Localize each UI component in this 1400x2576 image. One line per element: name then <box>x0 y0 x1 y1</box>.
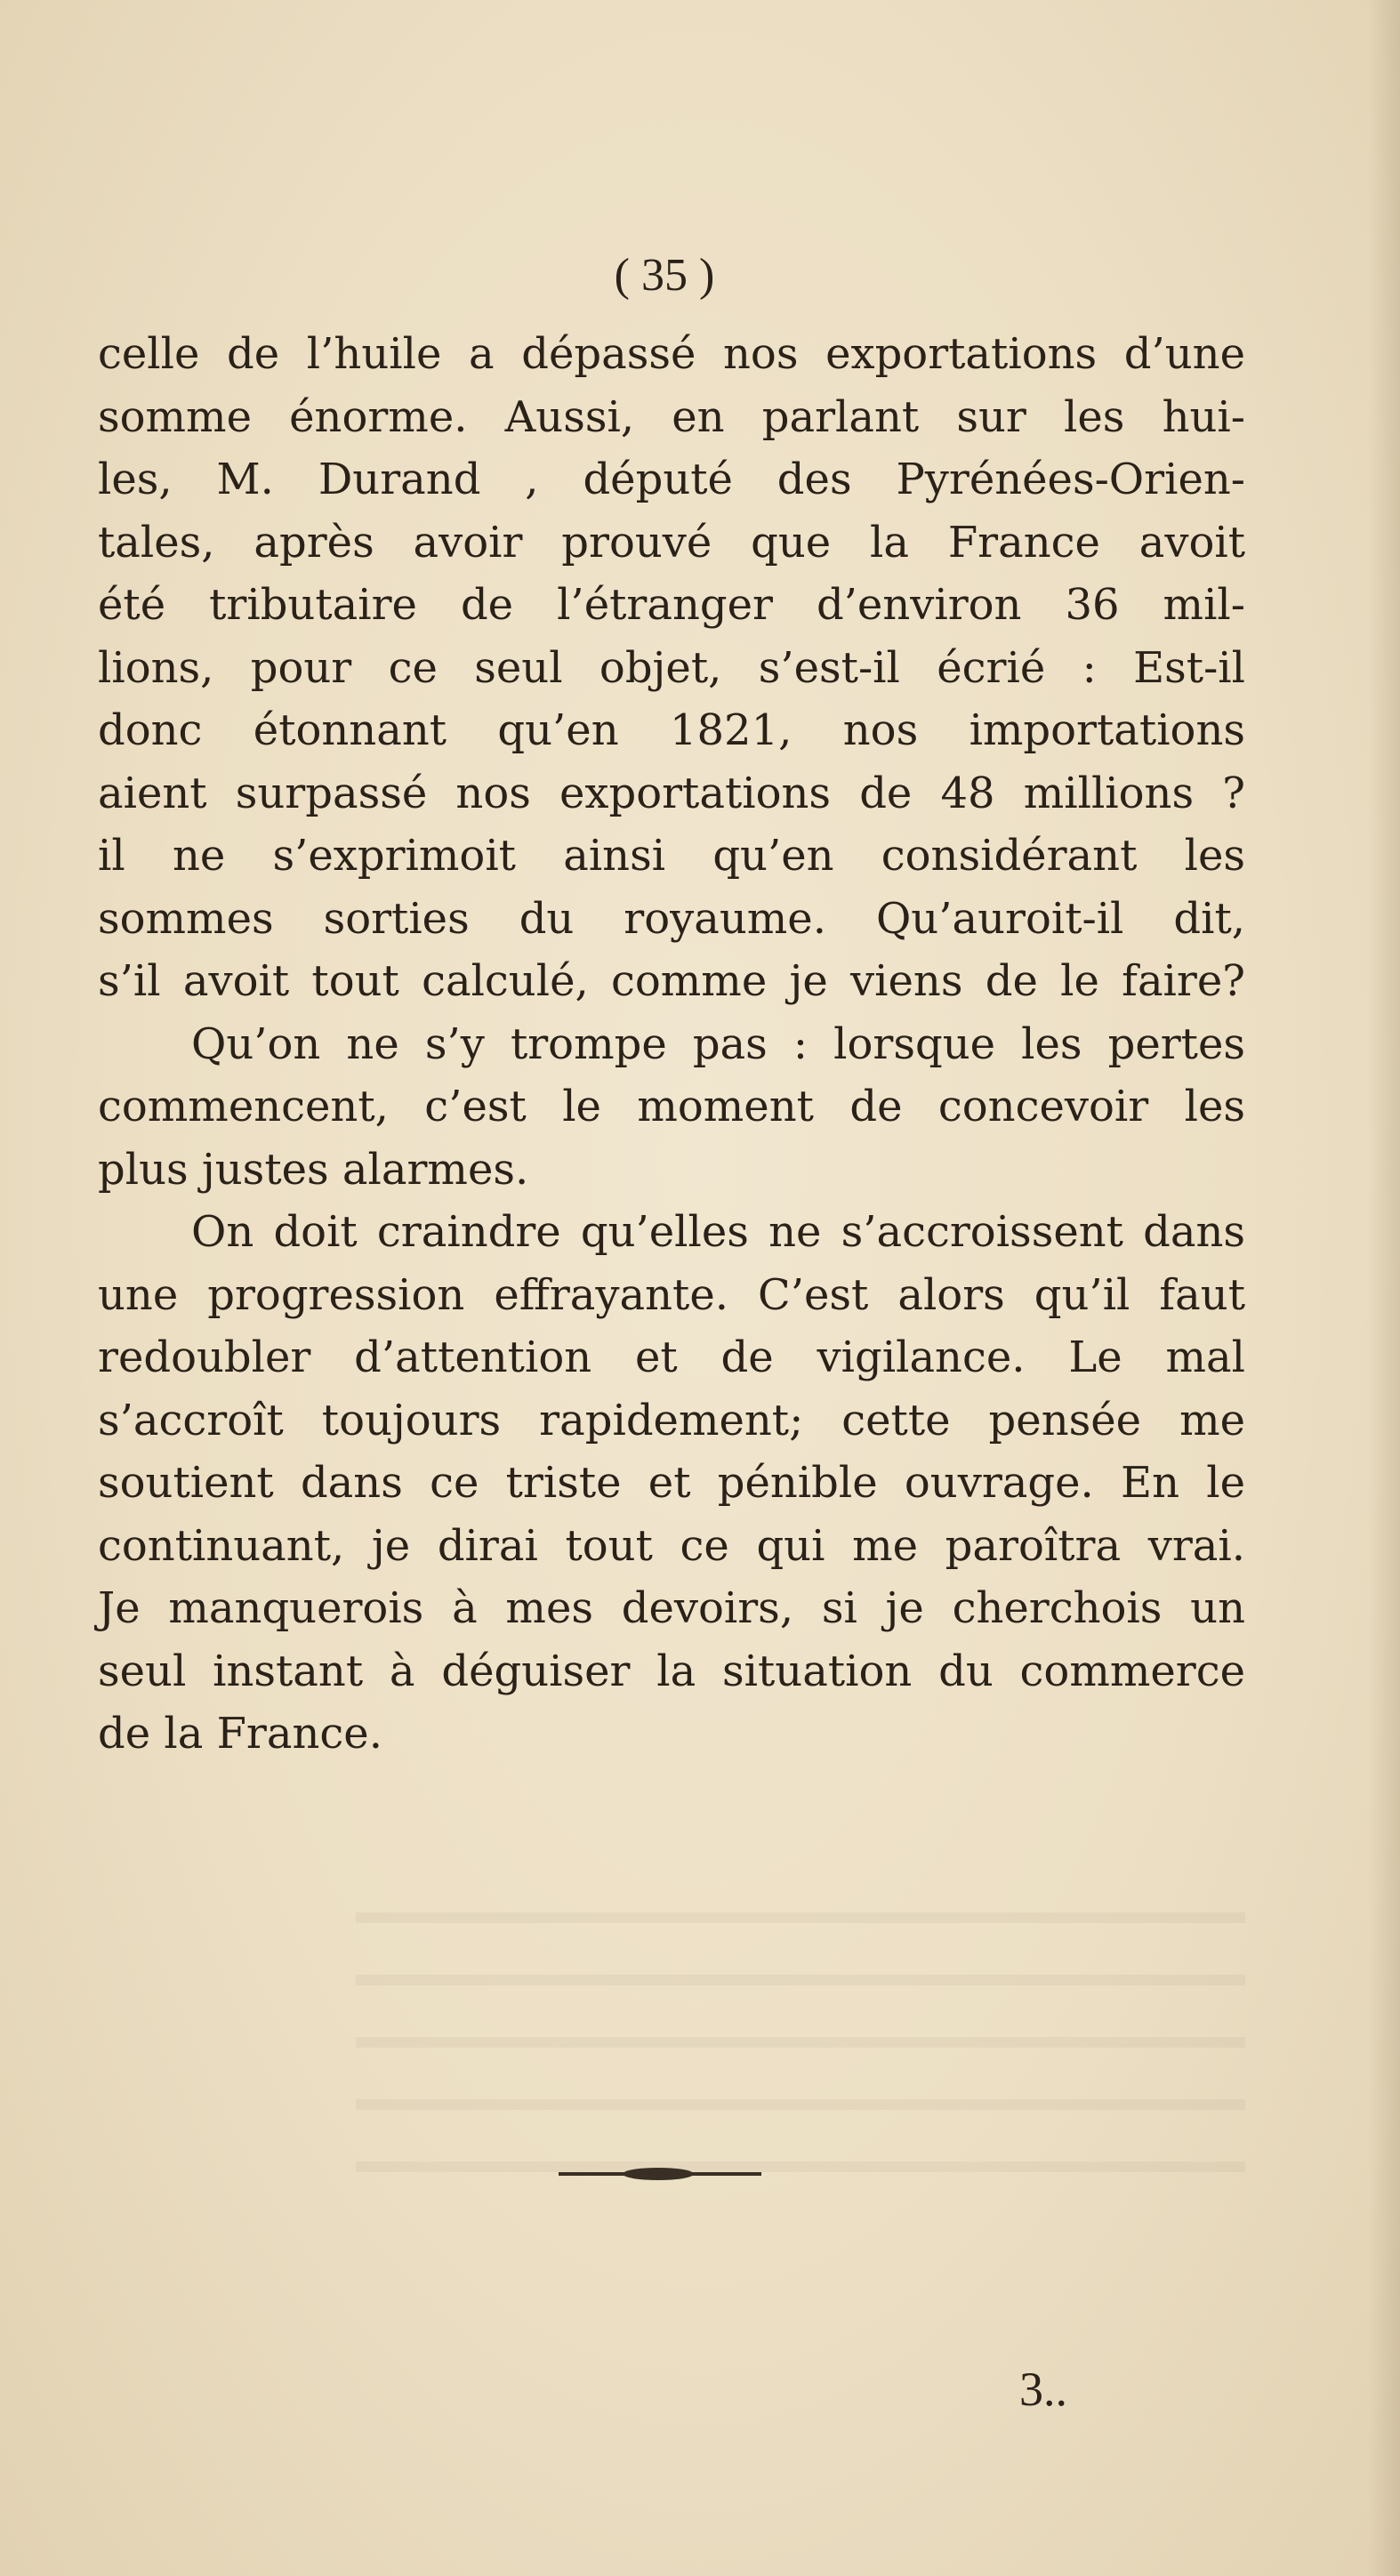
text-line: redoubler d’attention et de vigilance. Le mal <box>98 1332 1245 1382</box>
text-line: commencent, c’est le moment de concevoir les <box>98 1082 1245 1131</box>
text-line: tales, après avoir prouvé que la France avoit <box>98 517 1245 568</box>
text-line: celle de l’huile a dépassé nos exportations d’une <box>98 329 1245 379</box>
text-line: lions, pour ce seul objet, s’est-il écrié : Est-il <box>98 642 1245 693</box>
text-line: de la France. <box>98 1709 382 1759</box>
text-line: Qu’on ne s’y trompe pas : lorsque les pertes <box>191 1018 1245 1069</box>
text-line: donc étonnant qu’en 1821, nos importations <box>98 705 1245 755</box>
text-line: sommes sorties du royaume. Qu’auroit-il dit, <box>98 893 1245 944</box>
text-line: été tributaire de l’étranger d’environ 36 mil- <box>98 580 1245 630</box>
page-edge-shadow <box>1368 0 1400 2576</box>
signature-mark: 3.. <box>1019 2363 1067 2416</box>
text-line: On doit craindre qu’elles ne s’accroissent dans <box>191 1207 1245 1257</box>
body-text <box>98 254 1245 1766</box>
page-number: ( 35 ) <box>614 250 715 301</box>
text-line: s’il avoit tout calculé, comme je viens de le faire? <box>98 956 1245 1006</box>
text-line: Je manquerois à mes devoirs, si je cherchois un <box>98 1583 1245 1633</box>
text-line: somme énorme. Aussi, en parlant sur les hui- <box>98 391 1245 442</box>
text-line: seul instant à déguiser la situation du commerce <box>98 1646 1245 1696</box>
text-line: soutient dans ce triste et pénible ouvrage. En le <box>98 1458 1245 1508</box>
text-line: aient surpassé nos exportations de 48 millions ? <box>98 768 1245 818</box>
ornamental-divider-center <box>623 2168 694 2180</box>
text-line: une progression effrayante. C’est alors qu’il faut <box>98 1269 1245 1320</box>
text-line: s’accroît toujours rapidement; cette pensée me <box>98 1395 1245 1445</box>
show-through-text <box>356 1912 1245 2179</box>
text-line: il ne s’exprimoit ainsi qu’en considérant les <box>98 831 1245 881</box>
text-line: continuant, je dirai tout ce qui me paroîtra vrai. <box>98 1520 1245 1571</box>
text-line: plus justes alarmes. <box>98 1144 529 1195</box>
text-line: les, M. Durand , député des Pyrénées-Orien- <box>98 455 1245 504</box>
